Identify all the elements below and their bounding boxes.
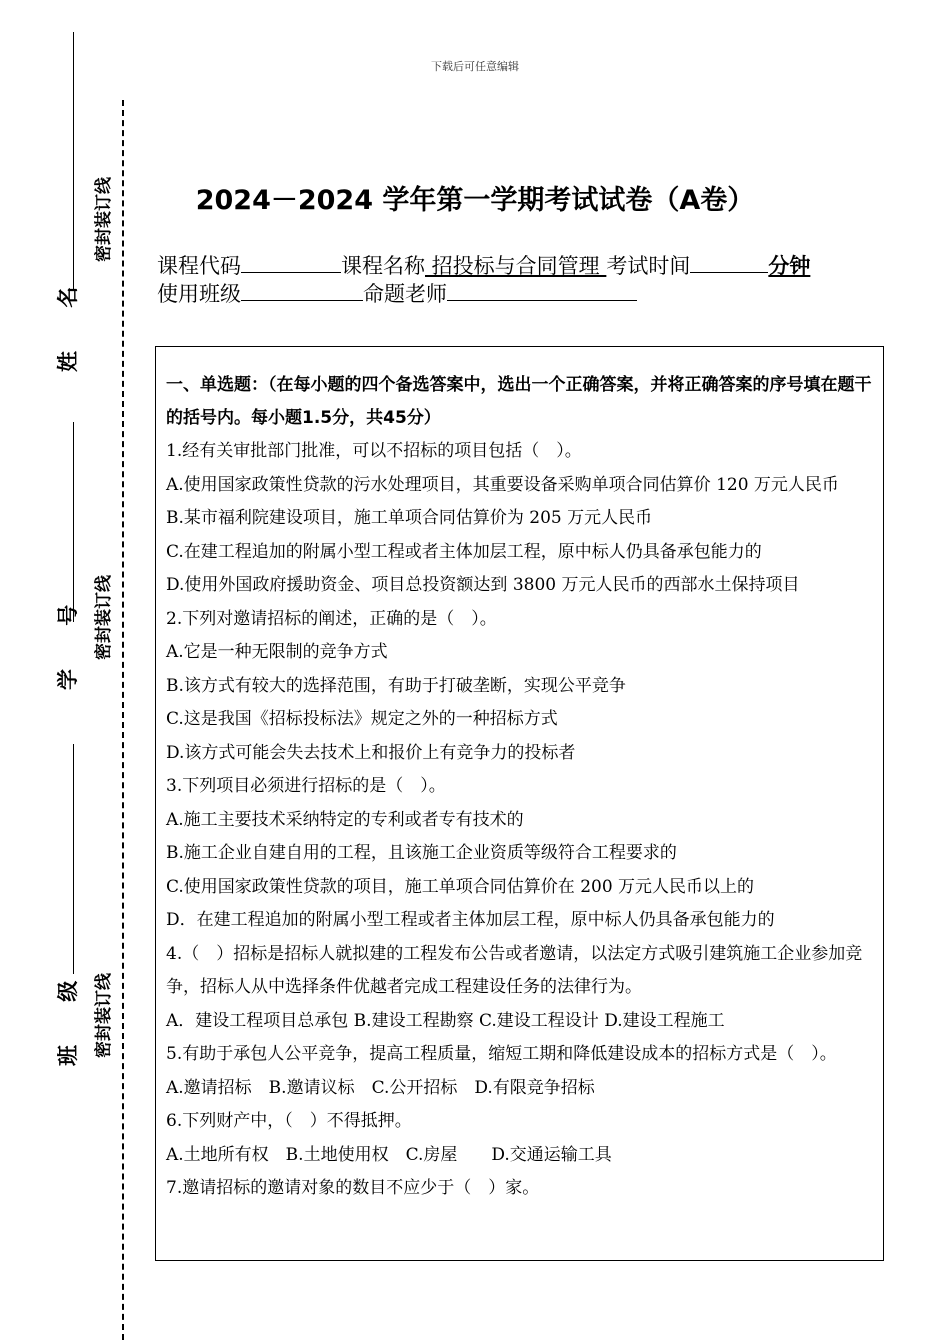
option-line: B.某市福利院建设项目，施工单项合同估算价为 205 万元人民币 — [166, 508, 653, 528]
option-line: C.在建工程追加的附属小型工程或者主体加层工程，原中标人仍具备承包能力的 — [166, 541, 762, 562]
teacher-blank — [447, 278, 637, 301]
course-info-line — [157, 250, 810, 280]
question-list — [166, 435, 875, 1206]
margin-rule-top — [73, 32, 74, 290]
course-code-blank — [241, 250, 341, 273]
option-line: A.邀请招标 B.邀请议标 C.公开招标 D.有限竞争招标 — [166, 1077, 595, 1098]
seal-line-label-bottom: 密封装订线 — [94, 973, 114, 1058]
exam-time-label: 考试时间 — [606, 254, 691, 278]
course-name-label: 课程名称 — [341, 254, 425, 278]
teacher-label: 命题老师 — [363, 282, 447, 306]
watermark-text: 下载后可任意编辑 — [431, 60, 519, 73]
option-line: A.它是一种无限制的竞争方式 — [166, 642, 388, 662]
class-label: 使用班级 — [157, 282, 241, 306]
class-teacher-line — [157, 278, 637, 308]
option-line: B.施工企业自建自用的工程，且该施工企业资质等级符合工程要求的 — [166, 843, 677, 863]
class-field-label: 班 级 — [56, 962, 80, 1066]
option-line: A.土地所有权 B.土地使用权 C.房屋 D.交通运输工具 — [166, 1144, 612, 1165]
option-line: A．建设工程项目总承包 B.建设工程勘察 C.建设工程设计 D.建设工程施工 — [166, 1010, 725, 1031]
margin-rule-lower — [73, 744, 74, 974]
option-line: C.这是我国《招标投标法》规定之外的一种招标方式 — [166, 709, 558, 729]
question-line: 5.有助于承包人公平竞争，提高工程质量，缩短工期和降低建设成本的招标方式是（ ）。 — [166, 1044, 837, 1064]
option-line: D.该方式可能会失去技术上和报价上有竞争力的投标者 — [166, 742, 576, 763]
question-line: 7.邀请招标的邀请对象的数目不应少于（ ）家。 — [166, 1178, 540, 1198]
section-heading: 一、单选题：（在每小题的四个备选答案中，选出一个正确答案，并将正确答案的序号填在题干的括号内。每小题1.5分，共45分） — [166, 375, 872, 428]
question-line: 1.经有关审批部门批准，可以不招标的项目包括（ ）。 — [166, 441, 582, 461]
question-line: 6.下列财产中，（ ）不得抵押。 — [166, 1111, 412, 1131]
student-id-field-label: 学 号 — [56, 586, 80, 690]
exam-time-blank — [690, 250, 768, 273]
option-line: D.使用外国政府援助资金、项目总投资额达到 3800 万元人民币的西部水土保持项目 — [166, 575, 800, 595]
question-line: 4.（ ）招标是招标人就拟建的工程发布公告或者邀请，以法定方式吸引建筑施工企业参加竞争，招标人从中选择条件优越者完成工程建设任务的法律行为。 — [166, 943, 863, 997]
name-field-label: 姓 名 — [56, 268, 80, 372]
seal-line-label-middle: 密封装订线 — [94, 575, 114, 660]
course-code-label: 课程代码 — [157, 254, 241, 278]
option-line: D．在建工程追加的附属小型工程或者主体加层工程，原中标人仍具备承包能力的 — [166, 910, 775, 930]
option-line: A.使用国家政策性贷款的污水处理项目，其重要设备采购单项合同估算价 120 万元人民币 — [166, 474, 839, 495]
class-blank — [241, 278, 363, 301]
binding-dashed-line — [122, 100, 124, 1340]
exam-title: 2024－2024 学年第一学期考试试卷（A卷） — [195, 185, 755, 216]
option-line: A.施工主要技术采纳特定的专利或者专有技术的 — [166, 809, 524, 830]
question-line: 2.下列对邀请招标的阐述，正确的是（ ）。 — [166, 608, 497, 629]
course-name-value: 招投标与合同管理 — [425, 254, 607, 278]
question-line: 3.下列项目必须进行招标的是（ ）。 — [166, 776, 446, 796]
minutes-unit: 分钟 — [768, 254, 811, 278]
option-line: B.该方式有较大的选择范围，有助于打破垄断，实现公平竞争 — [166, 675, 626, 696]
option-line: C.使用国家政策性贷款的项目，施工单项合同估算价在 200 万元人民币以上的 — [166, 876, 755, 897]
question-box — [155, 346, 884, 1261]
seal-line-label-top: 密封装订线 — [94, 177, 114, 262]
